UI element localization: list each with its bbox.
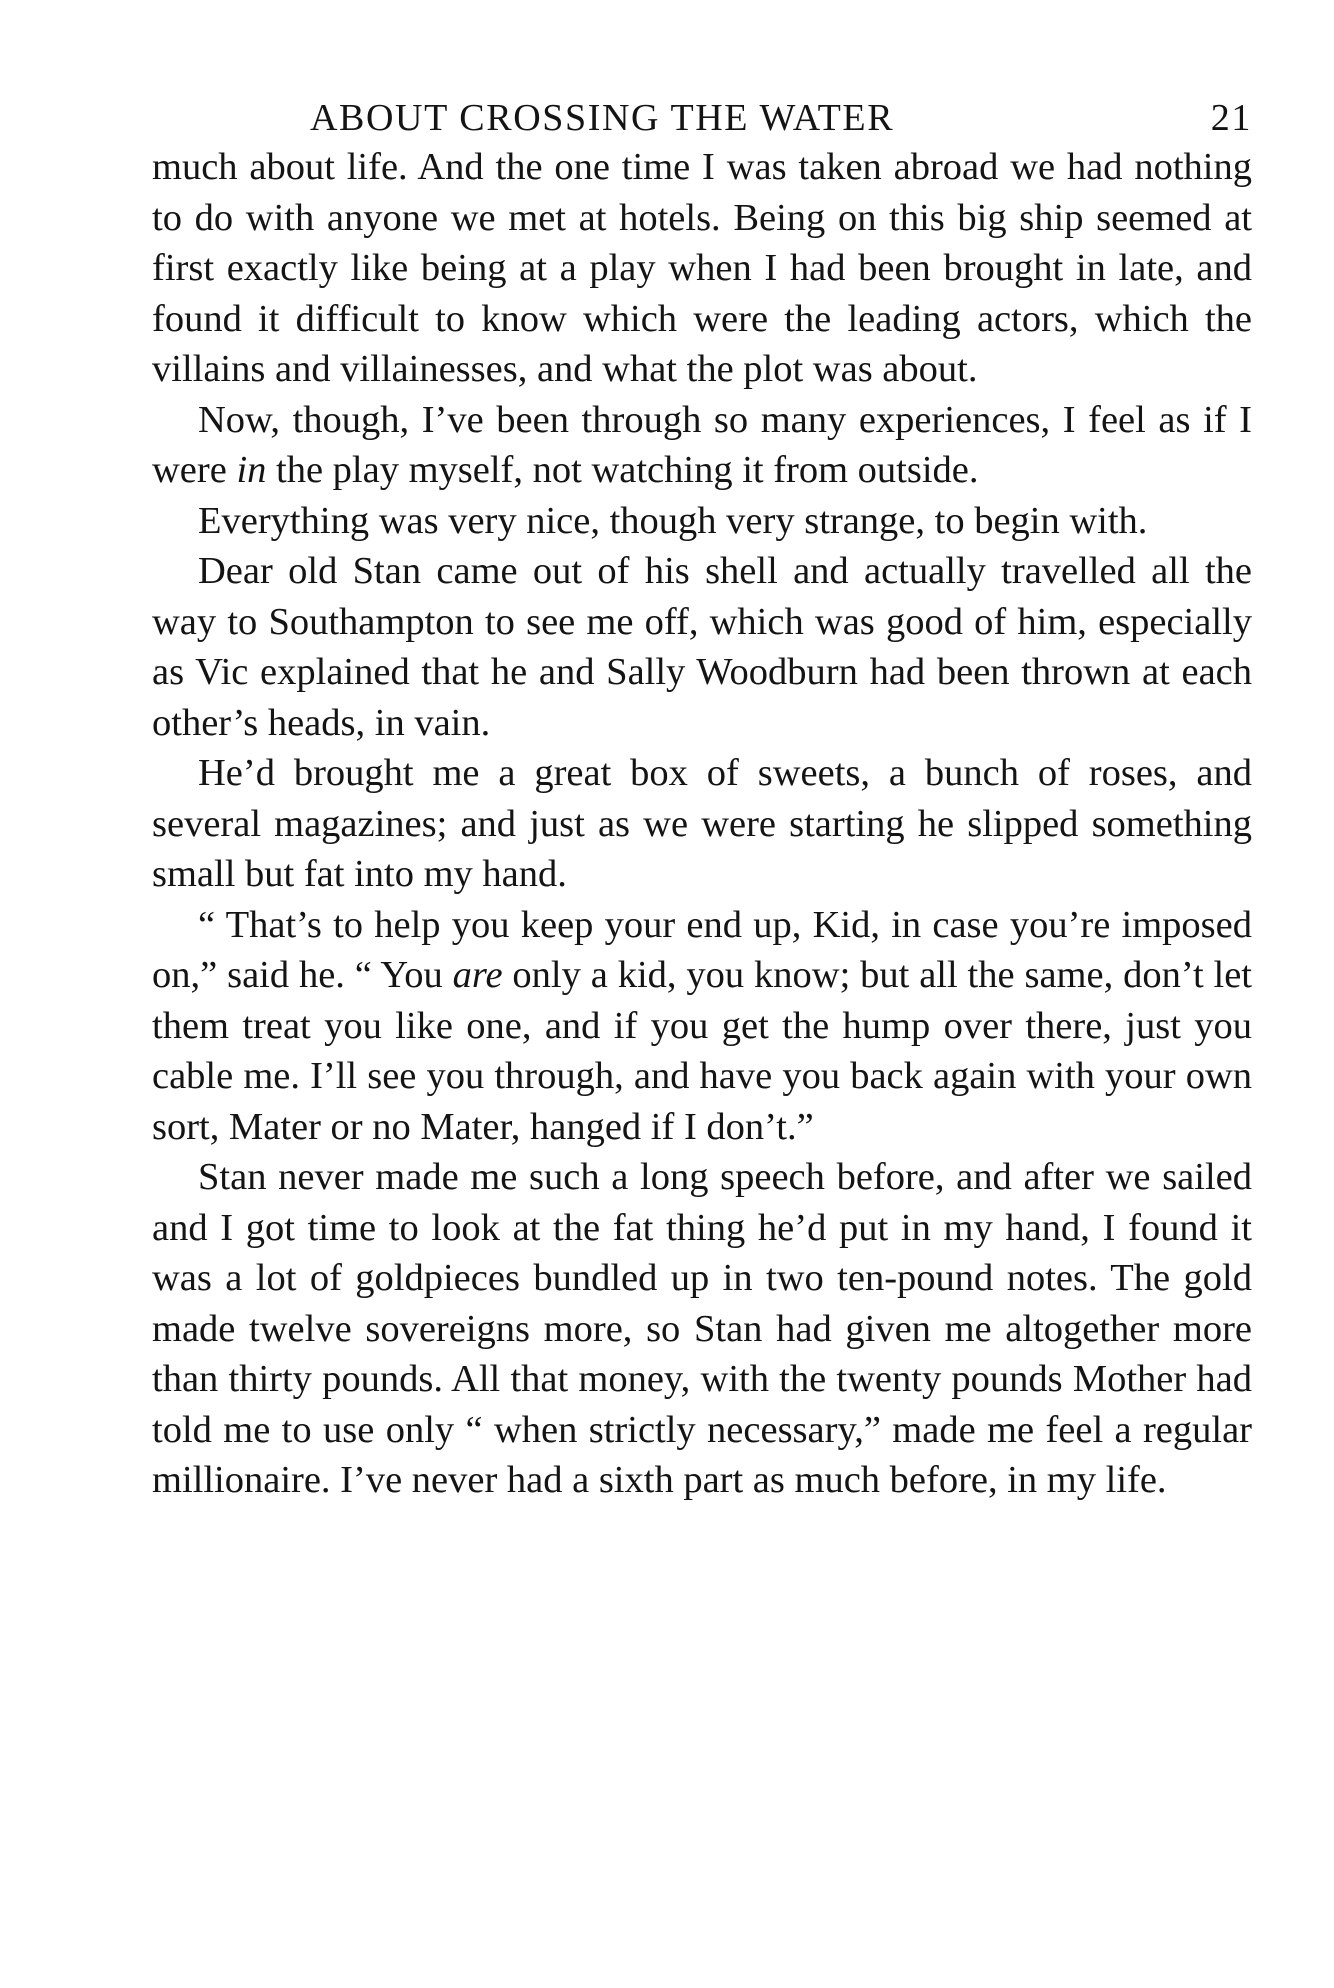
italic-text: in [236,449,267,491]
paragraph [152,900,1252,1153]
page-number: 21 [1210,97,1252,139]
text-run: much about life. And the one time I was taken abroad we had nothing to do with anyone we met at hotels. Being on this big ship seemed at first exactly like being at a play when I had been brought in late, and found it difficult to know which were the leading actors, which the villains and villainesses, and what the plot was about. [152,146,1252,390]
running-title: ABOUT CROSSING THE WATER [310,97,895,139]
paragraph [152,1152,1252,1506]
italic-text: are [452,954,503,996]
paragraph [152,496,1252,547]
text-run: only a kid, you know; but all the same, don’t let them treat you like one, and if you get the hump over there, just you cable me. I’ll see you through, and have you back again with your own sort, Mater or no Mater, hanged if I don’t.” [152,954,1252,1148]
text-run: He’d brought me a great box of sweets, a bunch of roses, and several magazines; and just as we were starting he slipped something small but fat into my hand. [152,752,1252,895]
text-run: Stan never made me such a long speech before, and after we sailed and I got time to look at the fat thing he’d put in my hand, I found it was a lot of goldpieces bundled up in two ten-pound notes. The gold made twelve sovereigns more, so Stan had given me altogether more than thirty pounds. All that money, with the twenty pounds Mother had told me to use only “ when strictly necessary,” made me feel a regular millionaire. I’ve never had a sixth part as much before, in my life. [152,1156,1252,1501]
text-run: “ That’s to help you keep your end up, Kid, in case you’re imposed on,” said he. “ You [152,903,1252,996]
paragraph [152,546,1252,748]
text-run: Dear old Stan came out of his shell and actually travelled all the way to Southampton to see me off, which was good of him, especially as Vic explained that he and Sally Woodburn had been thrown at each other’s heads, in vain. [152,550,1252,744]
paragraph [152,748,1252,900]
text-run: the play myself, not watching it from outside. [266,449,979,491]
running-head [152,90,1252,146]
text-run: Everything was very nice, though very strange, to begin with. [198,499,1148,542]
body-text [152,142,1252,1506]
book-page [152,90,1252,1506]
text-run: Now, though, I’ve been through so many experiences, I feel as if I were [152,398,1252,491]
paragraph [152,142,1252,395]
paragraph [152,395,1252,496]
